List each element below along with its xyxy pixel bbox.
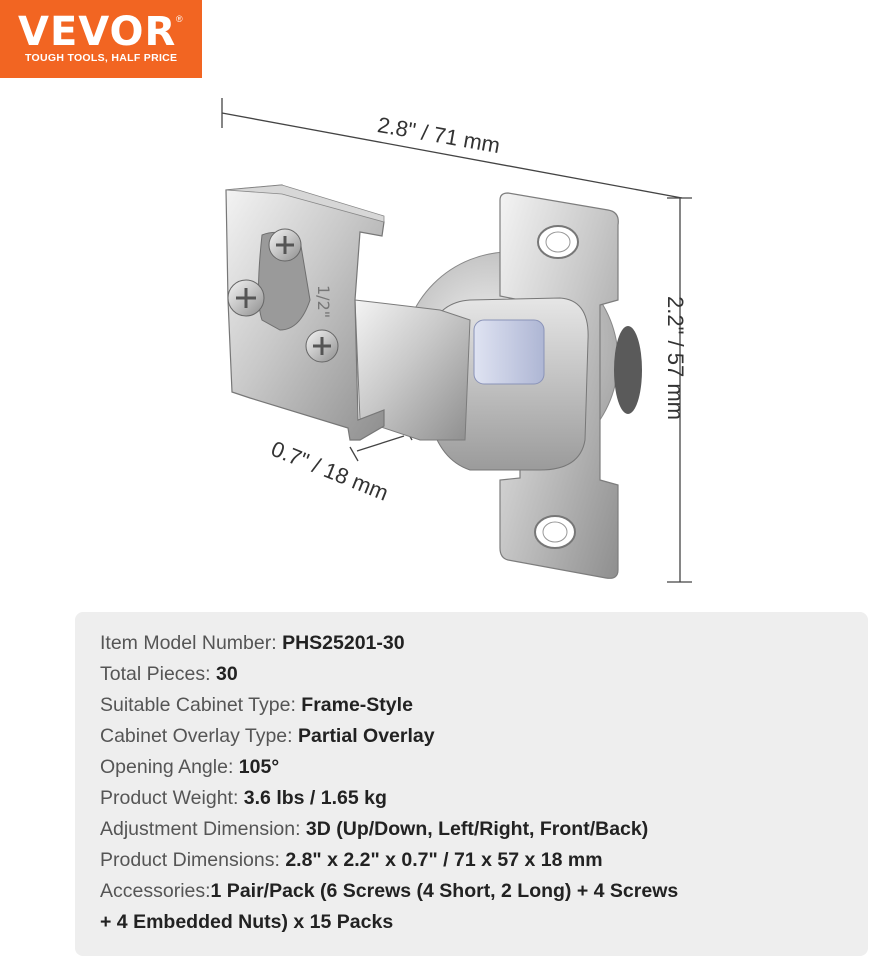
spec-item-continuation [100, 907, 678, 938]
registered-mark: ® [176, 14, 183, 24]
spec-value: Frame-Style [301, 694, 413, 716]
spec-value: Partial Overlay [298, 725, 435, 747]
spec-label: Suitable Cabinet Type: [100, 694, 302, 716]
spec-label: Opening Angle: [100, 756, 239, 778]
spec-value: 30 [215, 663, 238, 685]
spec-label: Total Pieces: [100, 663, 216, 685]
brand-name: VEVOR [18, 9, 177, 55]
spec-item [100, 659, 678, 690]
width-dimension-label: 2.8" / 71 mm [375, 112, 503, 159]
spec-item [100, 690, 678, 721]
spec-value: 105° [238, 756, 280, 778]
spec-label: Product Dimensions: [100, 849, 286, 871]
spec-label: Cabinet Overlay Type: [100, 725, 298, 747]
svg-text:1/2": 1/2" [314, 285, 333, 319]
spec-value: 3.6 lbs / 1.65 kg [243, 787, 387, 809]
height-dimension-label: 2.2" / 57 mm [663, 296, 688, 420]
spec-item [100, 845, 678, 876]
spec-label: Accessories: [100, 880, 211, 902]
spec-value: 3D (Up/Down, Left/Right, Front/Back) [305, 818, 649, 840]
spec-continuation: + 4 Embedded Nuts) x 15 Packs [100, 911, 394, 933]
spec-label: Adjustment Dimension: [100, 818, 306, 840]
spec-value: 2.8" x 2.2" x 0.7" / 71 x 57 x 18 mm [285, 849, 603, 871]
spec-item [100, 752, 678, 783]
spec-item [100, 876, 678, 907]
spec-label: Product Weight: [100, 787, 244, 809]
depth-dimension-label: 0.7" / 18 mm [267, 436, 392, 506]
spec-item [100, 783, 678, 814]
specifications-panel [75, 612, 868, 956]
spec-item [100, 628, 678, 659]
spec-label: Item Model Number: [100, 632, 283, 654]
spec-value: PHS25201-30 [282, 632, 405, 654]
brand-tagline: TOUGH TOOLS, HALF PRICE [25, 52, 178, 64]
spec-list [100, 628, 678, 938]
spec-item [100, 814, 678, 845]
spec-value: 1 Pair/Pack (6 Screws (4 Short, 2 Long) + 4 Screws [210, 880, 679, 902]
spec-item [100, 721, 678, 752]
